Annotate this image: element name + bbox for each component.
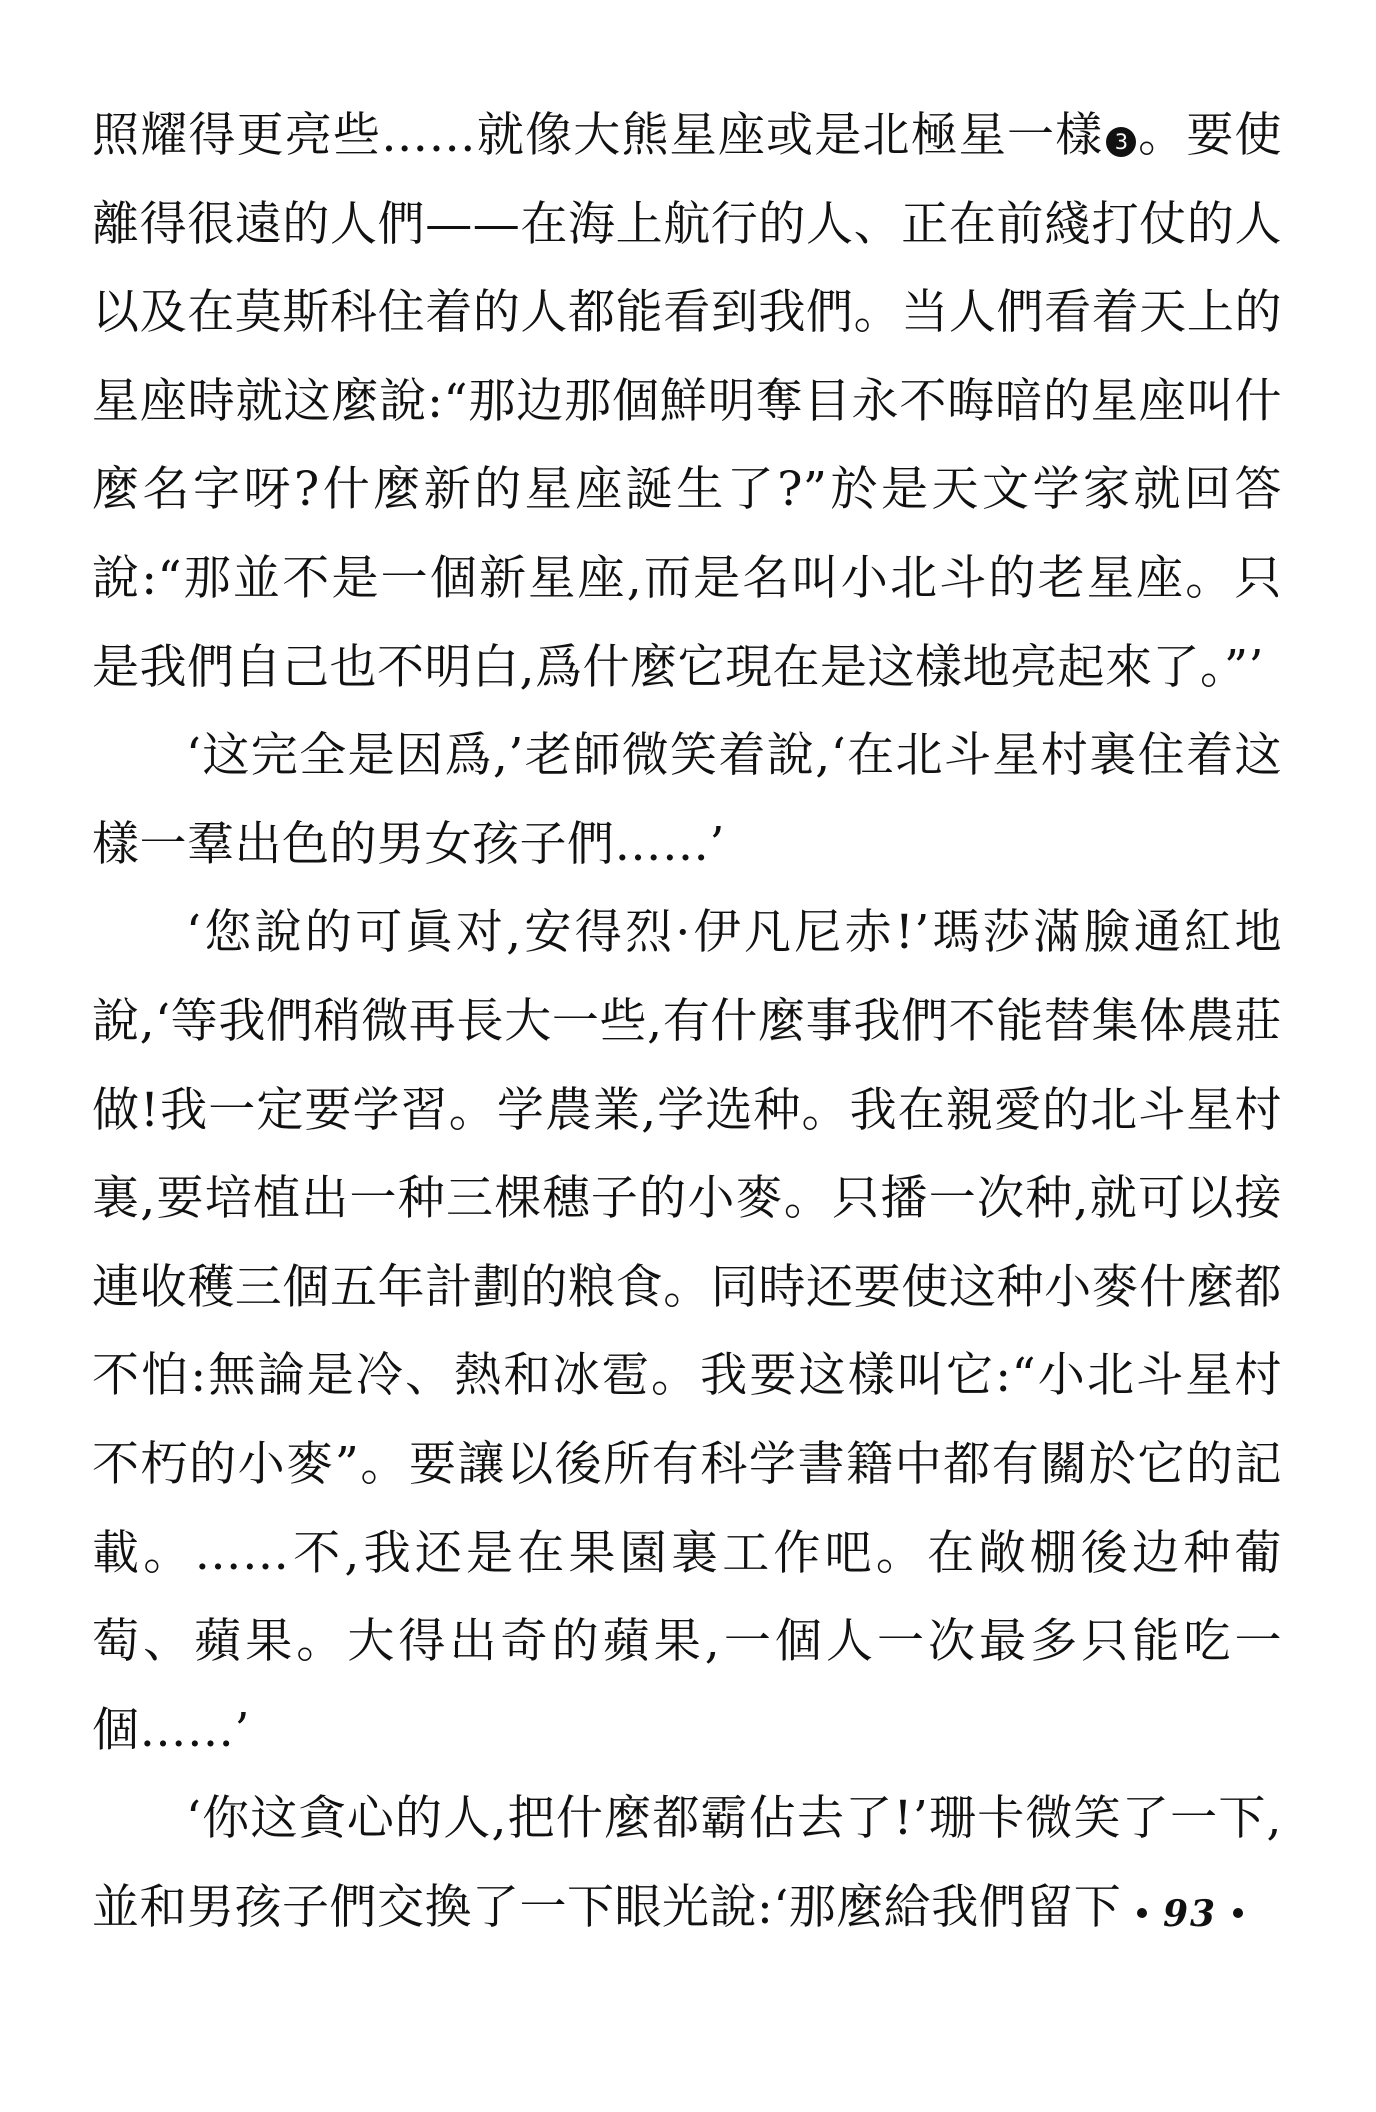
paragraph-1-lead: 照耀得更亮些……就像大熊星座或是北極星一樣 (92, 108, 1104, 163)
page-number-left-dot (1137, 1908, 1147, 1918)
paragraph-4: ‘你这貪心的人,把什麼都霸佔去了!’珊卡微笑了一下,並和男孩子們交換了一下眼光說:‘那麼給我們留下 (92, 1791, 1282, 1935)
paragraph-1 (92, 92, 1282, 712)
page-number-value: 93 (1162, 1893, 1218, 1935)
page-number-right-dot (1233, 1908, 1243, 1918)
paragraph-2: ‘这完全是因爲,’老師微笑着說,‘在北斗星村裏住着这樣一羣出色的男女孩子們……’ (92, 728, 1282, 872)
paragraph-3: ‘您說的可眞对,安得烈·伊凡尼赤!’瑪莎滿臉通紅地說,‘等我們稍微再長大一些,有什麼事我們不能替集体農莊做!我一定要学習。学農業,学选种。我在親愛的北斗星村裏,要培植出一种三棵穗子的小麥。只播一次种,就可以接連收穫三個五年計劃的粮食。同時还要使这种小麥什麼都不怕:無論是冷、熱和冰雹。我要这樣叫它:“小北斗星村不朽的小麥”。要讓以後所有科学書籍中都有關於它的記載。……不,我还是在果園裏工作吧。在敞棚後边种葡萄、蘋果。大得出奇的蘋果,一個人一次最多只能吃一個……’ (92, 905, 1282, 1758)
paragraph-1-text: 。要使離得很遠的人們——在海上航行的人、正在前綫打仗的人以及在莫斯科住着的人都能看到我們。当人們看着天上的星座時就这麼說:“那边那個鮮明奪目永不晦暗的星座叫什麼名字呀?什麼新的星座誕生了?”於是天文学家就回答說:“那並不是一個新星座,而是名叫小北斗的老星座。只是我們自己也不明白,爲什麼它現在是这樣地亮起來了。”’ (92, 108, 1283, 695)
body-text (92, 92, 1282, 1952)
page-number (1090, 1892, 1290, 1936)
footnote-marker: 3 (1106, 127, 1136, 157)
